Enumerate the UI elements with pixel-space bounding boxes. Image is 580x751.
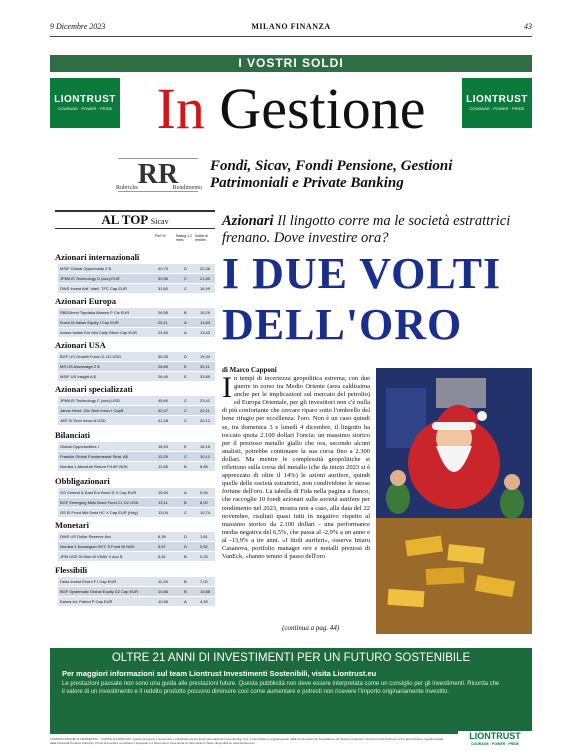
header-rule (50, 36, 532, 37)
logo-tagline: COURAGE · POWER · PRIDE (57, 106, 113, 111)
cell-rend: 8,85 (200, 464, 208, 469)
cell-rend: 4,59 (200, 599, 208, 604)
table-row (58, 498, 215, 507)
logo-name: LIONTRUST (54, 94, 116, 105)
issue-date: 9 Dicembre 2023 (50, 22, 106, 31)
cell-rating: D (184, 544, 187, 549)
cell-fund: DWS Invest Artf. Intell. TFC Cap EUR (60, 286, 127, 291)
cell-perf: 26,40 (158, 374, 169, 379)
cell-rend: 23,41 (200, 398, 211, 403)
cell-perf: 10,86 (158, 589, 169, 594)
cell-perf: 45,60 (158, 398, 169, 403)
cell-rend: 16,15 (200, 444, 211, 449)
cell-perf: 13,11 (158, 500, 168, 505)
cell-rend: 20,11 (200, 408, 210, 413)
al-top-title: AL TOP (101, 212, 148, 227)
cell-rend: 5,94 (200, 490, 208, 495)
table-row (58, 488, 215, 497)
rr-logo-left-text: Rubriche (116, 185, 138, 191)
cell-perf: 16,53 (158, 444, 169, 449)
page-subtitle: Fondi, Sicav, Fondi Pensione, Gestioni Patrimoniali e Private Banking (210, 158, 453, 191)
cell-fund: Franklin Global Fundamental Strat. A$ (60, 454, 128, 459)
logo-tagline: COURAGE · POWER · PRIDE (469, 106, 525, 111)
cell-rating: B (184, 589, 187, 594)
table-row (58, 462, 215, 471)
cell-fund: MS US Advantage Z $ (60, 364, 100, 369)
drop-cap: I (222, 371, 232, 404)
table-row (58, 328, 215, 337)
cell-fund: GS El Front Mkt Debt HC X Cap EUR (Hdg) (60, 510, 138, 515)
article-body (222, 371, 370, 561)
cell-rating: A (184, 330, 187, 335)
table-row (58, 372, 215, 381)
cell-fund: Anima Italian Em Mid Cally Silver Cap EUR (60, 330, 137, 335)
cell-rating: E (184, 364, 187, 369)
kicker-label: Azionari (222, 213, 274, 229)
cell-rend: 16,99 (200, 286, 211, 291)
cell-rating: C (184, 510, 187, 515)
cell-fund: JPMIUS Technology D (acc)-EUR (60, 276, 120, 281)
cell-rend: 8,00 (200, 500, 208, 505)
cell-perf: 13,04 (158, 510, 169, 515)
article-headline: I DUE VOLTI DELL'ORO (222, 249, 502, 349)
cell-perf: 28,69 (158, 364, 169, 369)
cell-rend: 20,12 (200, 418, 211, 423)
table-row (58, 552, 215, 561)
cell-fund: Janus Hend. Glo Tech Innov I Cap$ (60, 408, 124, 413)
cell-fund: Nordea 1 Norwegian SKT. S Fund BI NOK (60, 544, 135, 549)
ad-info-link[interactable]: Per maggiori informazioni sul team Liontrust Investimenti Sostenibili, visita Liontrust.eu (62, 669, 377, 678)
cell-fund: BGF Systematic Global Equity D2 Cap EUR (60, 589, 139, 594)
cell-perf: 26,55 (158, 310, 169, 315)
cell-perf: 25,11 (158, 320, 168, 325)
cell-fund: GS Central & East Eur Bond D X Cap EUR (60, 490, 137, 495)
col-rating: Rating 1,2 mesi (176, 234, 192, 242)
cell-rating: D (184, 354, 187, 359)
cell-fund: Deka Invest Enohl F I Cap EUR (60, 579, 117, 584)
cell-rend: 15,29 (200, 310, 211, 315)
cell-fund: JPMIUS Technology C (acc)-USD (60, 398, 120, 403)
cell-rating: E (184, 374, 187, 379)
liontrust-ad (50, 648, 532, 734)
logo-tagline: COURAGE · POWER · PRIDE (470, 742, 520, 746)
cell-fund: MSIF US Insight A $ (60, 374, 96, 379)
cell-rend: 22,38 (200, 266, 211, 271)
table-column-headers (55, 233, 215, 243)
cell-rating: B (184, 554, 187, 559)
table-row (58, 396, 215, 405)
page-number: 43 (524, 22, 532, 31)
table-row (58, 264, 215, 273)
col-rend: Indice di rendim. (195, 234, 209, 242)
cell-rend: 0,25 (200, 554, 208, 559)
cell-rating: B (184, 500, 187, 505)
cell-perf: 40,70 (158, 266, 169, 271)
section-heading: Flessibili (55, 565, 88, 575)
rr-logo-letters: RR (137, 159, 179, 190)
cell-rating: B (184, 579, 187, 584)
al-top-heading (55, 210, 215, 229)
cell-rend: 13,83 (200, 320, 211, 325)
cell-rating: D (184, 266, 187, 271)
section-heading: Bilanciati (55, 430, 90, 440)
cell-perf: 31,60 (158, 286, 169, 291)
cell-fund: Global Opportunities I (60, 444, 99, 449)
rr-logo (116, 158, 202, 192)
cell-perf: 6,39 (158, 534, 166, 539)
section-heading: Obbligazionari (55, 476, 110, 486)
cell-fund: DWS US Dollar Reserve Acc (60, 534, 112, 539)
cell-rend: 13,43 (200, 330, 211, 335)
title-prefix: In (156, 76, 205, 141)
ad-warning: Le prestazioni passate non sono una guida alle prestazioni future. Questa pubblicità non deve essere interpretata come un consiglio per gli investimenti. Ricorda che il valore di un investimento e il reddito prodotto possono diminuire così come aumentare e potresti non ricevere l'importo originariamente investito. (62, 681, 500, 695)
santa-gold-illustration (376, 368, 532, 634)
col-perf: Perf.% (155, 234, 166, 238)
logo-name: LIONTRUST (469, 731, 521, 741)
table-row (58, 442, 215, 451)
liontrust-logo-footer (458, 731, 532, 749)
cell-rend: 10,12 (200, 454, 211, 459)
cell-fund: RBDDirect Topdaka Akancs P Cls EUR (60, 310, 130, 315)
cell-rend: 7,02 (200, 579, 208, 584)
table-row (58, 452, 215, 461)
table-row (58, 406, 215, 415)
cell-fund: Eurizl.M Italian Equity I Cap EUR (60, 320, 119, 325)
cell-perf: 36,35 (158, 354, 169, 359)
article-text: n tempi di incertezza geopolitica estrema, con due guerre in corso tra Medio Oriente (area caldissima anche per le implicazioni sul mercato del petrolio) ed Europa Orientale, per gli investitori non c'è nulla di più confortante che cercare riparo sotto l'ombrello del bene rifugio per eccellenza: l'oro. Non è un caso quindi se, tra domenica 3 e lunedì 4 dicembre, il lingotto ha toccato quota 2.100 dollari l'oncia: un massimo storico per il prezioso metallo giallo che ora, secondo alcuni analisti, potrebbe continuare la sua corsa fino a 2.300 dollari. Ma mentre le complessità geopolitiche si riflettono sulla corsa del metallo (che da inizio 2023 si è apprezzato di oltre il 14%) le azioni aurifere, quindi quelle delle società estrattrici, non condividono le stesse fortune dell'oro. La tabella di Fida nella pagina a fianco, che raccoglie 10 fondi azionari sulle società aurifere per rendimento nel 2023, mostra non a caso, alla data del 22 novembre, risultati quasi tutti in negativo rispetto al massimo storico da 2.100 dollari - una performance media negativa del 6,5%, che passa al -2,9% a un anno e al -13,9% a tre anni. «I titoli auriferi», osserva Imaru Casanova, portfolio manager oro e metalli preziosi di VanEck, «hanno tenuto il passo dell'oro (222, 375, 370, 561)
cell-fund: JPM USD St Mon M VNAV X Acc $ (60, 554, 123, 559)
page-title (125, 78, 457, 140)
cell-perf: 42,47 (158, 408, 169, 413)
page-header (50, 22, 532, 36)
cell-rend: 33,89 (200, 374, 211, 379)
continued-note: (continua a pag. 44) (282, 624, 340, 632)
cell-rating: C (184, 454, 187, 459)
section-heading: Azionari specializzati (55, 384, 133, 394)
table-row (58, 587, 215, 596)
table-row (58, 542, 215, 551)
article-kicker (222, 213, 534, 247)
section-heading: Monetari (55, 520, 89, 530)
table-row (58, 308, 215, 317)
table-row (58, 577, 215, 586)
cell-perf: 5,67 (158, 544, 166, 549)
ad-headline: OLTRE 21 ANNI DI INVESTIMENTI PER UN FUTURO SOSTENIBILE (111, 652, 471, 664)
table-row (58, 352, 215, 361)
cell-rating: C (184, 398, 187, 403)
cell-rating: A (184, 490, 187, 495)
rr-logo-right-text: Rendimento (172, 185, 202, 191)
cell-rend: 0,52 (200, 544, 208, 549)
cell-fund: MSIF Global Opportunity Z $ (60, 266, 111, 271)
cell-perf: 41,28 (158, 418, 169, 423)
cell-perf: 10,58 (158, 599, 169, 604)
table-row (58, 416, 215, 425)
cell-fund: Kairos Int. Patriot P Cap EUR (60, 599, 113, 604)
article-byline: di Marco Capponi (222, 366, 277, 374)
publication-name: MILANO FINANZA (251, 22, 331, 31)
section-band: I VOSTRI SOLDI (50, 55, 532, 72)
table-row (58, 318, 215, 327)
cell-fund: BGF Emerging Mkts Bond Fund CL D2 USD (60, 500, 139, 505)
ad-footer: COMUNICAZIONE DI MARKETING - CAPITALE A RISCHIO. Questo annuncio è approvato e pubblicato da Liontrust International (Luxembourg) S.A. e autorizzato e regolamentato dalla Commission de Surveillance du Secteur Financier. Liontrust Fund Partners LLP è autorizzata e regolamentata dalla Financial Conduct Authority. Prima di investire consultare il prospetto e il documento contenente le informazioni chiave disponibili su www.liontrust.eu (50, 737, 444, 745)
cell-rend: 30,11 (200, 364, 210, 369)
cell-fund: BGF US Growth Fund CL D2 USD (60, 354, 121, 359)
logo-name: LIONTRUST (466, 94, 528, 105)
table-row (58, 508, 215, 517)
cell-perf: 13,29 (158, 454, 169, 459)
cell-perf: 11,28 (158, 579, 168, 584)
al-top-suffix: Sicav (150, 217, 169, 226)
cell-rend: 19,34 (200, 354, 211, 359)
cell-perf: 5,51 (158, 554, 166, 559)
liontrust-logo-right (462, 78, 532, 128)
cell-perf: 24,50 (158, 330, 169, 335)
table-row (58, 284, 215, 293)
title-rest: Gestione (204, 76, 426, 141)
cell-rating: A (184, 599, 187, 604)
cell-rend: 21,80 (200, 276, 211, 281)
cell-rend: 10,74 (200, 510, 211, 515)
cell-fund: JAP Gl Tech Innov A USD (60, 418, 106, 423)
cell-rating: C (184, 286, 187, 291)
section-heading: Azionari internazionali (55, 252, 140, 262)
section-heading: Azionari Europa (55, 296, 117, 306)
table-row (58, 274, 215, 283)
cell-rating: C (184, 276, 187, 281)
table-row (58, 362, 215, 371)
table-row (58, 597, 215, 606)
liontrust-logo-left (50, 78, 120, 128)
cell-rating: C (184, 418, 187, 423)
section-heading: Azionari USA (55, 340, 106, 350)
cell-rend: 10,88 (200, 589, 211, 594)
cell-fund: Nordea 1 Absolute Return Fd AP-NOK (60, 464, 129, 469)
cell-perf: 39,56 (158, 276, 169, 281)
cell-rating: B (184, 464, 187, 469)
cell-perf: 15,94 (158, 490, 169, 495)
cell-rating: A (184, 320, 187, 325)
table-row (58, 532, 215, 541)
cell-perf: 12,65 (158, 464, 169, 469)
cell-rating: E (184, 444, 187, 449)
cell-rating: C (184, 408, 187, 413)
cell-rating: D (184, 534, 187, 539)
kicker-text: Il lingotto corre ma le società estrattrici frenano. Dove investire ora? (222, 213, 511, 246)
cell-rating: B (184, 310, 187, 315)
cell-rend: 1,61 (200, 534, 208, 539)
